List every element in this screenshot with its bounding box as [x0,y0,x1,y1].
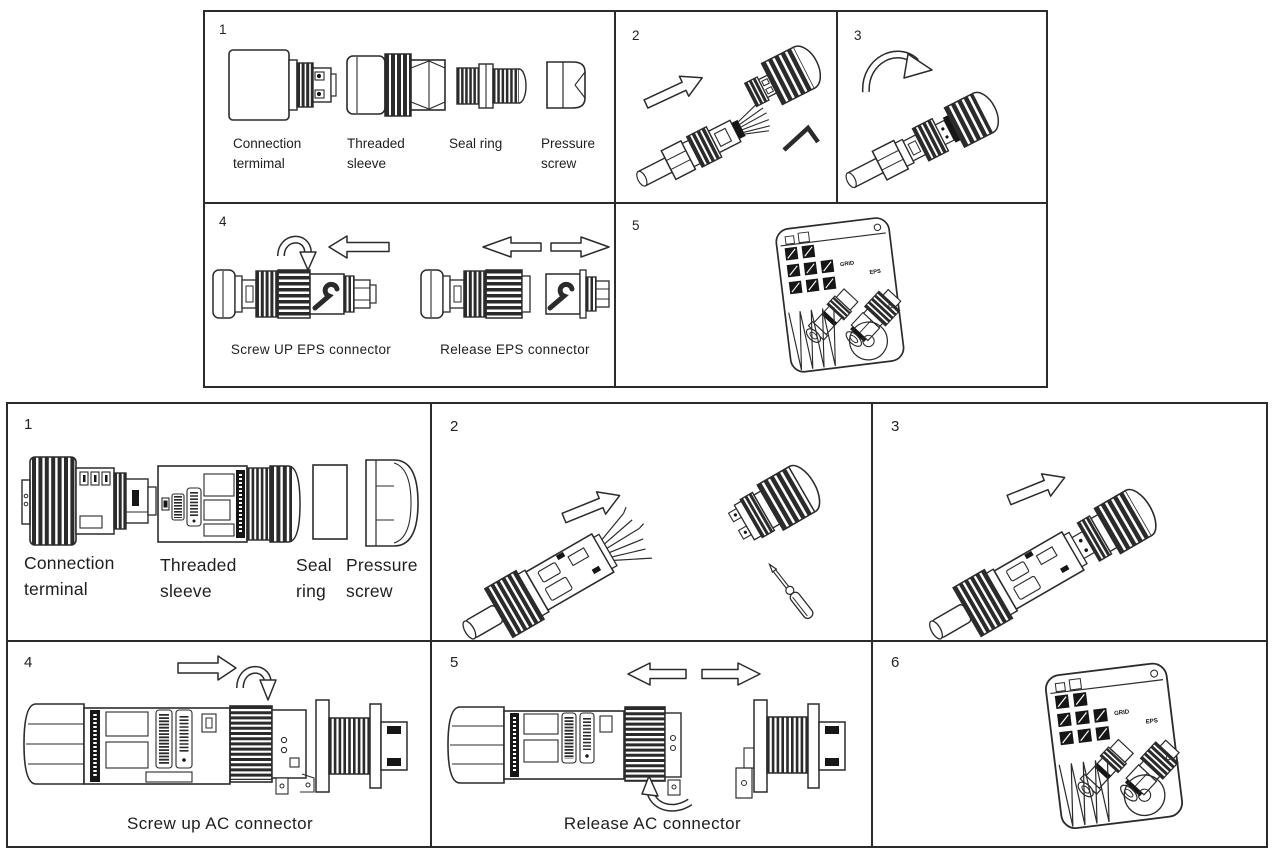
arrow-left-icon [628,663,686,685]
part-label-pressure-screw: Pressure screw [541,136,596,171]
screwdriver-icon [766,561,815,620]
rotate-arrow-icon [642,776,690,808]
step-number: 3 [891,418,900,435]
ac-panel-step3 [873,404,1266,642]
eps-pressure-cap [740,41,827,116]
eps-connection-terminal-illustration [227,44,337,126]
part-label-pressure-screw: Pressure screw [346,555,418,602]
caption-release-ac: Release AC connector [563,814,742,833]
eps-panel-step3 [838,12,1046,204]
eps-panel-step4 [205,204,616,386]
step-number: 5 [632,218,640,233]
arrow-right-icon [551,237,609,257]
ac-pressure-screw-illustration [360,456,424,550]
eps-step2-illustration [620,30,830,198]
port-label-eps: EPS [1145,717,1159,726]
arrow-left-icon [483,237,541,257]
step-number: 6 [891,654,900,671]
step-number: 1 [219,22,227,37]
ac-panel-step6 [873,642,1266,846]
arrow-left-icon [329,236,389,258]
port-label-eps: EPS [869,268,882,277]
caption-release-eps: Release EPS connector [440,342,590,357]
ac-release-illustration [440,650,864,810]
rotate-arrow-icon [281,240,316,270]
ac-threaded-sleeve-illustration [156,454,306,554]
inverter-illustration [1037,658,1189,834]
ac-panel-step1 [8,404,432,642]
port-label-grid: GRID [1113,708,1130,718]
eps-release-illustration [419,230,613,334]
ac-step3-illustration [875,426,1263,636]
arrow-right-icon [178,656,236,680]
ac-connector-body-with-wires [452,504,661,658]
eps-connector-assembled [838,87,1005,201]
part-label-threaded-sleeve: Threaded sleeve [347,136,405,171]
caption-screw-up-eps: Screw UP EPS connector [230,342,392,357]
eps-step3-illustration [840,30,1044,198]
step-number: 4 [24,654,33,671]
rotate-arrow-icon [240,670,276,700]
eps-panel-step5 [616,204,1046,386]
eps-screw-up-illustration [211,230,411,334]
part-label-seal-ring: Seal ring [296,555,332,602]
eps-seal-ring-illustration [453,60,529,112]
arrow-up-right-icon [1005,466,1070,511]
rotate-arrow-icon [866,54,932,92]
eps-panel-step1 [205,12,616,204]
ac-terminal-insert [724,460,827,550]
step-number: 1 [24,416,33,433]
ac-panel-step5 [432,642,873,846]
step-number: 3 [854,28,862,43]
ac-screw-up-illustration [18,652,422,804]
port-label-grid: GRID [839,260,855,269]
arrow-right-icon [702,663,760,685]
part-label-seal-ring: Seal ring [449,136,503,151]
step-number: 5 [450,654,459,671]
ac-connector-joining [918,482,1164,656]
allen-key-icon [784,128,818,150]
caption-screw-up-ac: Screw up AC connector [126,814,314,833]
eps-connector-body-with-wires [631,100,776,196]
eps-panel-step2 [616,12,838,204]
arrow-up-right-icon [560,484,625,529]
eps-threaded-sleeve-illustration [345,52,450,118]
part-label-connection-terminal: Connection termimal [233,136,302,171]
inverter-illustration [768,212,910,378]
step-number: 4 [219,214,227,229]
arrow-up-right-icon [641,68,706,114]
ac-panel-step2 [432,404,873,642]
ac-panel-step4 [8,642,432,846]
ac-assembly-diagram [6,402,1268,848]
ac-step2-illustration [436,426,868,636]
part-label-connection-terminal: Connection terminal [24,553,115,600]
eps-assembly-diagram [203,10,1048,388]
eps-pressure-screw-illustration [543,58,589,112]
step-number: 2 [632,28,640,43]
step-number: 2 [450,418,459,435]
ac-seal-ring-illustration [310,462,350,542]
ac-connection-terminal-illustration [20,446,160,556]
part-label-threaded-sleeve: Threaded sleeve [160,555,237,602]
